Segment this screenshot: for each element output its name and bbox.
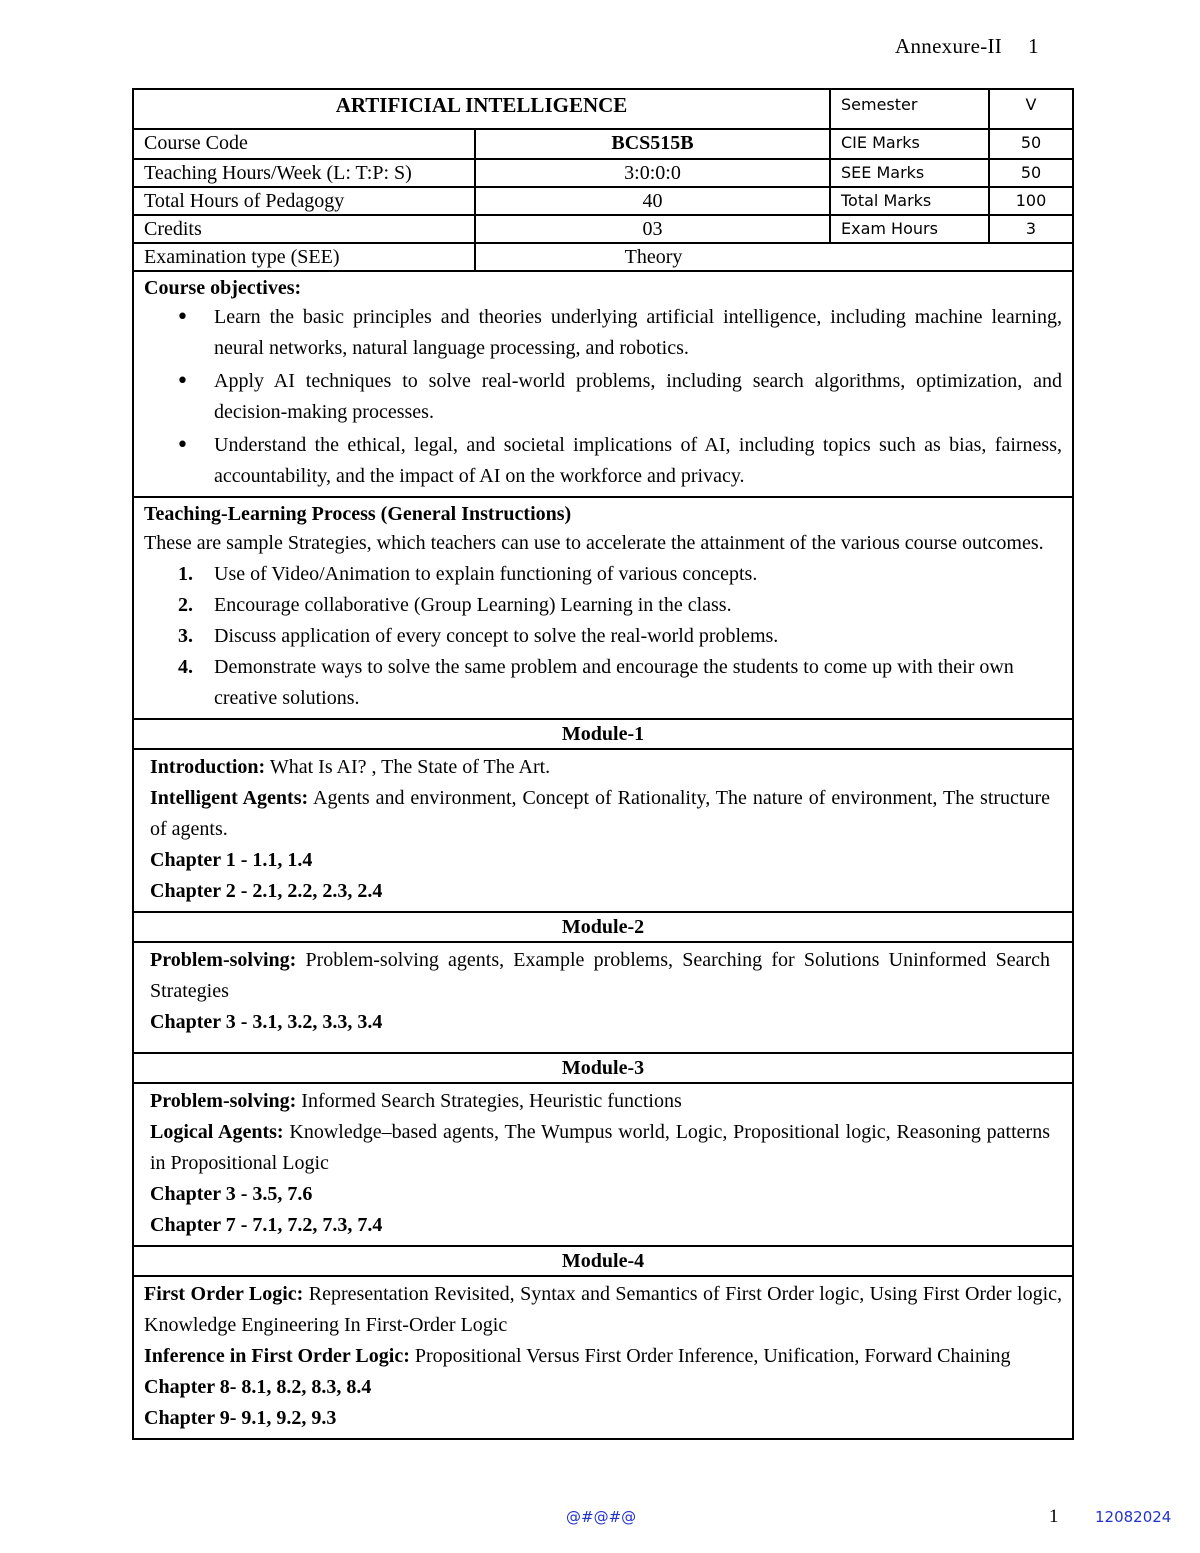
semester-label: Semester	[831, 90, 990, 128]
module-1-content	[134, 750, 1072, 913]
teaching-item	[144, 559, 1062, 590]
objectives-list	[144, 302, 1062, 492]
annexure-header	[895, 34, 1039, 59]
topic-text: Knowledge–based agents, The Wumpus world, Logic, Propositional logic, Reasoning patterns in Propositional Logic	[150, 1121, 1050, 1174]
marks-value: 3	[1025, 219, 1037, 238]
item-number: 1.	[178, 563, 193, 585]
chapter-ref: Chapter 9- 9.1, 9.2, 9.3	[144, 1407, 337, 1429]
objective-item: • Apply AI techniques to solve real-world problems, including search algorithms, optimization, and decision-making processes.	[144, 366, 1062, 428]
row-value: 3:0:0:0	[476, 160, 831, 186]
annexure-label: Annexure-II	[895, 34, 1003, 58]
objective-item: • Understand the ethical, legal, and societal implications of AI, including topics such as bias, fairness, accountability, and the impact of AI on the workforce and privacy.	[144, 430, 1062, 492]
teaching-list	[144, 559, 1062, 714]
module-4-heading: Module-4	[134, 1247, 1072, 1277]
topic-label: Intelligent Agents:	[150, 787, 309, 809]
module-para	[150, 783, 1050, 845]
course-title: ARTIFICIAL INTELLIGENCE	[134, 90, 831, 128]
teaching-item	[144, 621, 1062, 652]
objectives-heading: Course objectives:	[144, 277, 302, 299]
objective-item: • Learn the basic principles and theories underlying artificial intelligence, including machine learning, neural networks, natural language processing, and robotics.	[144, 302, 1062, 364]
chapter-ref: Chapter 3 - 3.5, 7.6	[150, 1183, 313, 1205]
chapter-ref: Chapter 3 - 3.1, 3.2, 3.3, 3.4	[150, 1011, 383, 1033]
topic-text: What Is AI? , The State of The Art.	[265, 756, 551, 778]
footer-date: 12082024	[1095, 1508, 1172, 1526]
topic-label: Logical Agents:	[150, 1121, 284, 1143]
module-para	[150, 1117, 1050, 1179]
row-value: 40	[476, 188, 831, 214]
teaching-heading: Teaching-Learning Process (General Instructions)	[144, 503, 572, 525]
marks-label: SEE Marks	[831, 160, 990, 186]
marks-value: 50	[1020, 133, 1042, 152]
item-text: Use of Video/Animation to explain functioning of various concepts.	[214, 563, 758, 585]
exam-type-row	[134, 244, 1072, 272]
module-3-content	[134, 1084, 1072, 1247]
item-number: 4.	[178, 656, 193, 678]
marks-label: Total Marks	[831, 188, 990, 214]
module-para	[144, 1341, 1062, 1372]
course-info-row	[134, 160, 1072, 188]
marks-value: 50	[1020, 163, 1042, 182]
module-4-content	[134, 1277, 1072, 1438]
item-text: Encourage collaborative (Group Learning) Learning in the class.	[214, 594, 732, 616]
module-2-heading: Module-2	[134, 913, 1072, 943]
topic-text: Informed Search Strategies, Heuristic functions	[296, 1090, 682, 1112]
footer-code: @#@#@	[566, 1508, 637, 1526]
topic-text: Agents and environment, Concept of Rationality, The nature of environment, The structure of agents.	[150, 787, 1051, 840]
semester-value: V	[1025, 95, 1037, 114]
footer-page-number: 1	[1049, 1506, 1059, 1527]
module-para	[150, 752, 1050, 783]
marks-label: Exam Hours	[831, 216, 990, 242]
item-number: 2.	[178, 594, 193, 616]
chapter-ref: Chapter 8- 8.1, 8.2, 8.3, 8.4	[144, 1376, 372, 1398]
item-text: Demonstrate ways to solve the same problem and encourage the students to come up with their own creative solutions.	[214, 656, 1014, 709]
row-label: Teaching Hours/Week (L: T:P: S)	[134, 160, 476, 186]
exam-type-label: Examination type (SEE)	[134, 244, 476, 270]
course-info-row	[134, 130, 1072, 160]
item-text: Discuss application of every concept to solve the real-world problems.	[214, 625, 779, 647]
module-para	[150, 1086, 1050, 1117]
module-1-heading: Module-1	[134, 720, 1072, 750]
module-2-content	[134, 943, 1072, 1054]
chapter-ref: Chapter 2 - 2.1, 2.2, 2.3, 2.4	[150, 880, 383, 902]
teaching-learning-section	[134, 498, 1072, 720]
marks-value: 100	[1015, 191, 1047, 210]
exam-type-value: Theory	[624, 246, 683, 268]
row-label: Course Code	[134, 130, 476, 158]
row-label: Credits	[134, 216, 476, 242]
topic-label: Introduction:	[150, 756, 266, 778]
chapter-ref: Chapter 1 - 1.1, 1.4	[150, 849, 313, 871]
course-code-value: BCS515B	[476, 130, 831, 158]
module-para	[150, 945, 1050, 1007]
item-number: 3.	[178, 625, 193, 647]
course-objectives-section	[134, 272, 1072, 498]
topic-label: Problem-solving:	[150, 949, 297, 971]
topic-text: Problem-solving agents, Example problems, Searching for Solutions Uninformed Search Strategies	[150, 949, 1050, 1002]
topic-label: Inference in First Order Logic:	[144, 1345, 410, 1367]
row-value: 03	[476, 216, 831, 242]
chapter-ref: Chapter 7 - 7.1, 7.2, 7.3, 7.4	[150, 1214, 383, 1236]
topic-label: Problem-solving:	[150, 1090, 297, 1112]
row-label: Total Hours of Pedagogy	[134, 188, 476, 214]
syllabus-table	[132, 88, 1074, 1440]
topic-label: First Order Logic:	[144, 1283, 304, 1305]
header-page-number: 1	[1028, 34, 1039, 58]
course-info-row	[134, 216, 1072, 244]
teaching-item	[144, 652, 1062, 714]
course-title-row	[134, 90, 1072, 130]
marks-label: CIE Marks	[831, 130, 990, 158]
topic-text: Representation Revisited, Syntax and Semantics of First Order logic, Using First Order logic, Knowledge Engineering In First-Order Logic	[144, 1283, 1062, 1336]
topic-text: Propositional Versus First Order Inference, Unification, Forward Chaining	[409, 1345, 1011, 1367]
module-3-heading: Module-3	[134, 1054, 1072, 1084]
teaching-intro: These are sample Strategies, which teachers can use to accelerate the attainment of the various course outcomes.	[144, 532, 1044, 554]
teaching-item	[144, 590, 1062, 621]
course-info-row	[134, 188, 1072, 216]
module-para	[144, 1279, 1062, 1341]
